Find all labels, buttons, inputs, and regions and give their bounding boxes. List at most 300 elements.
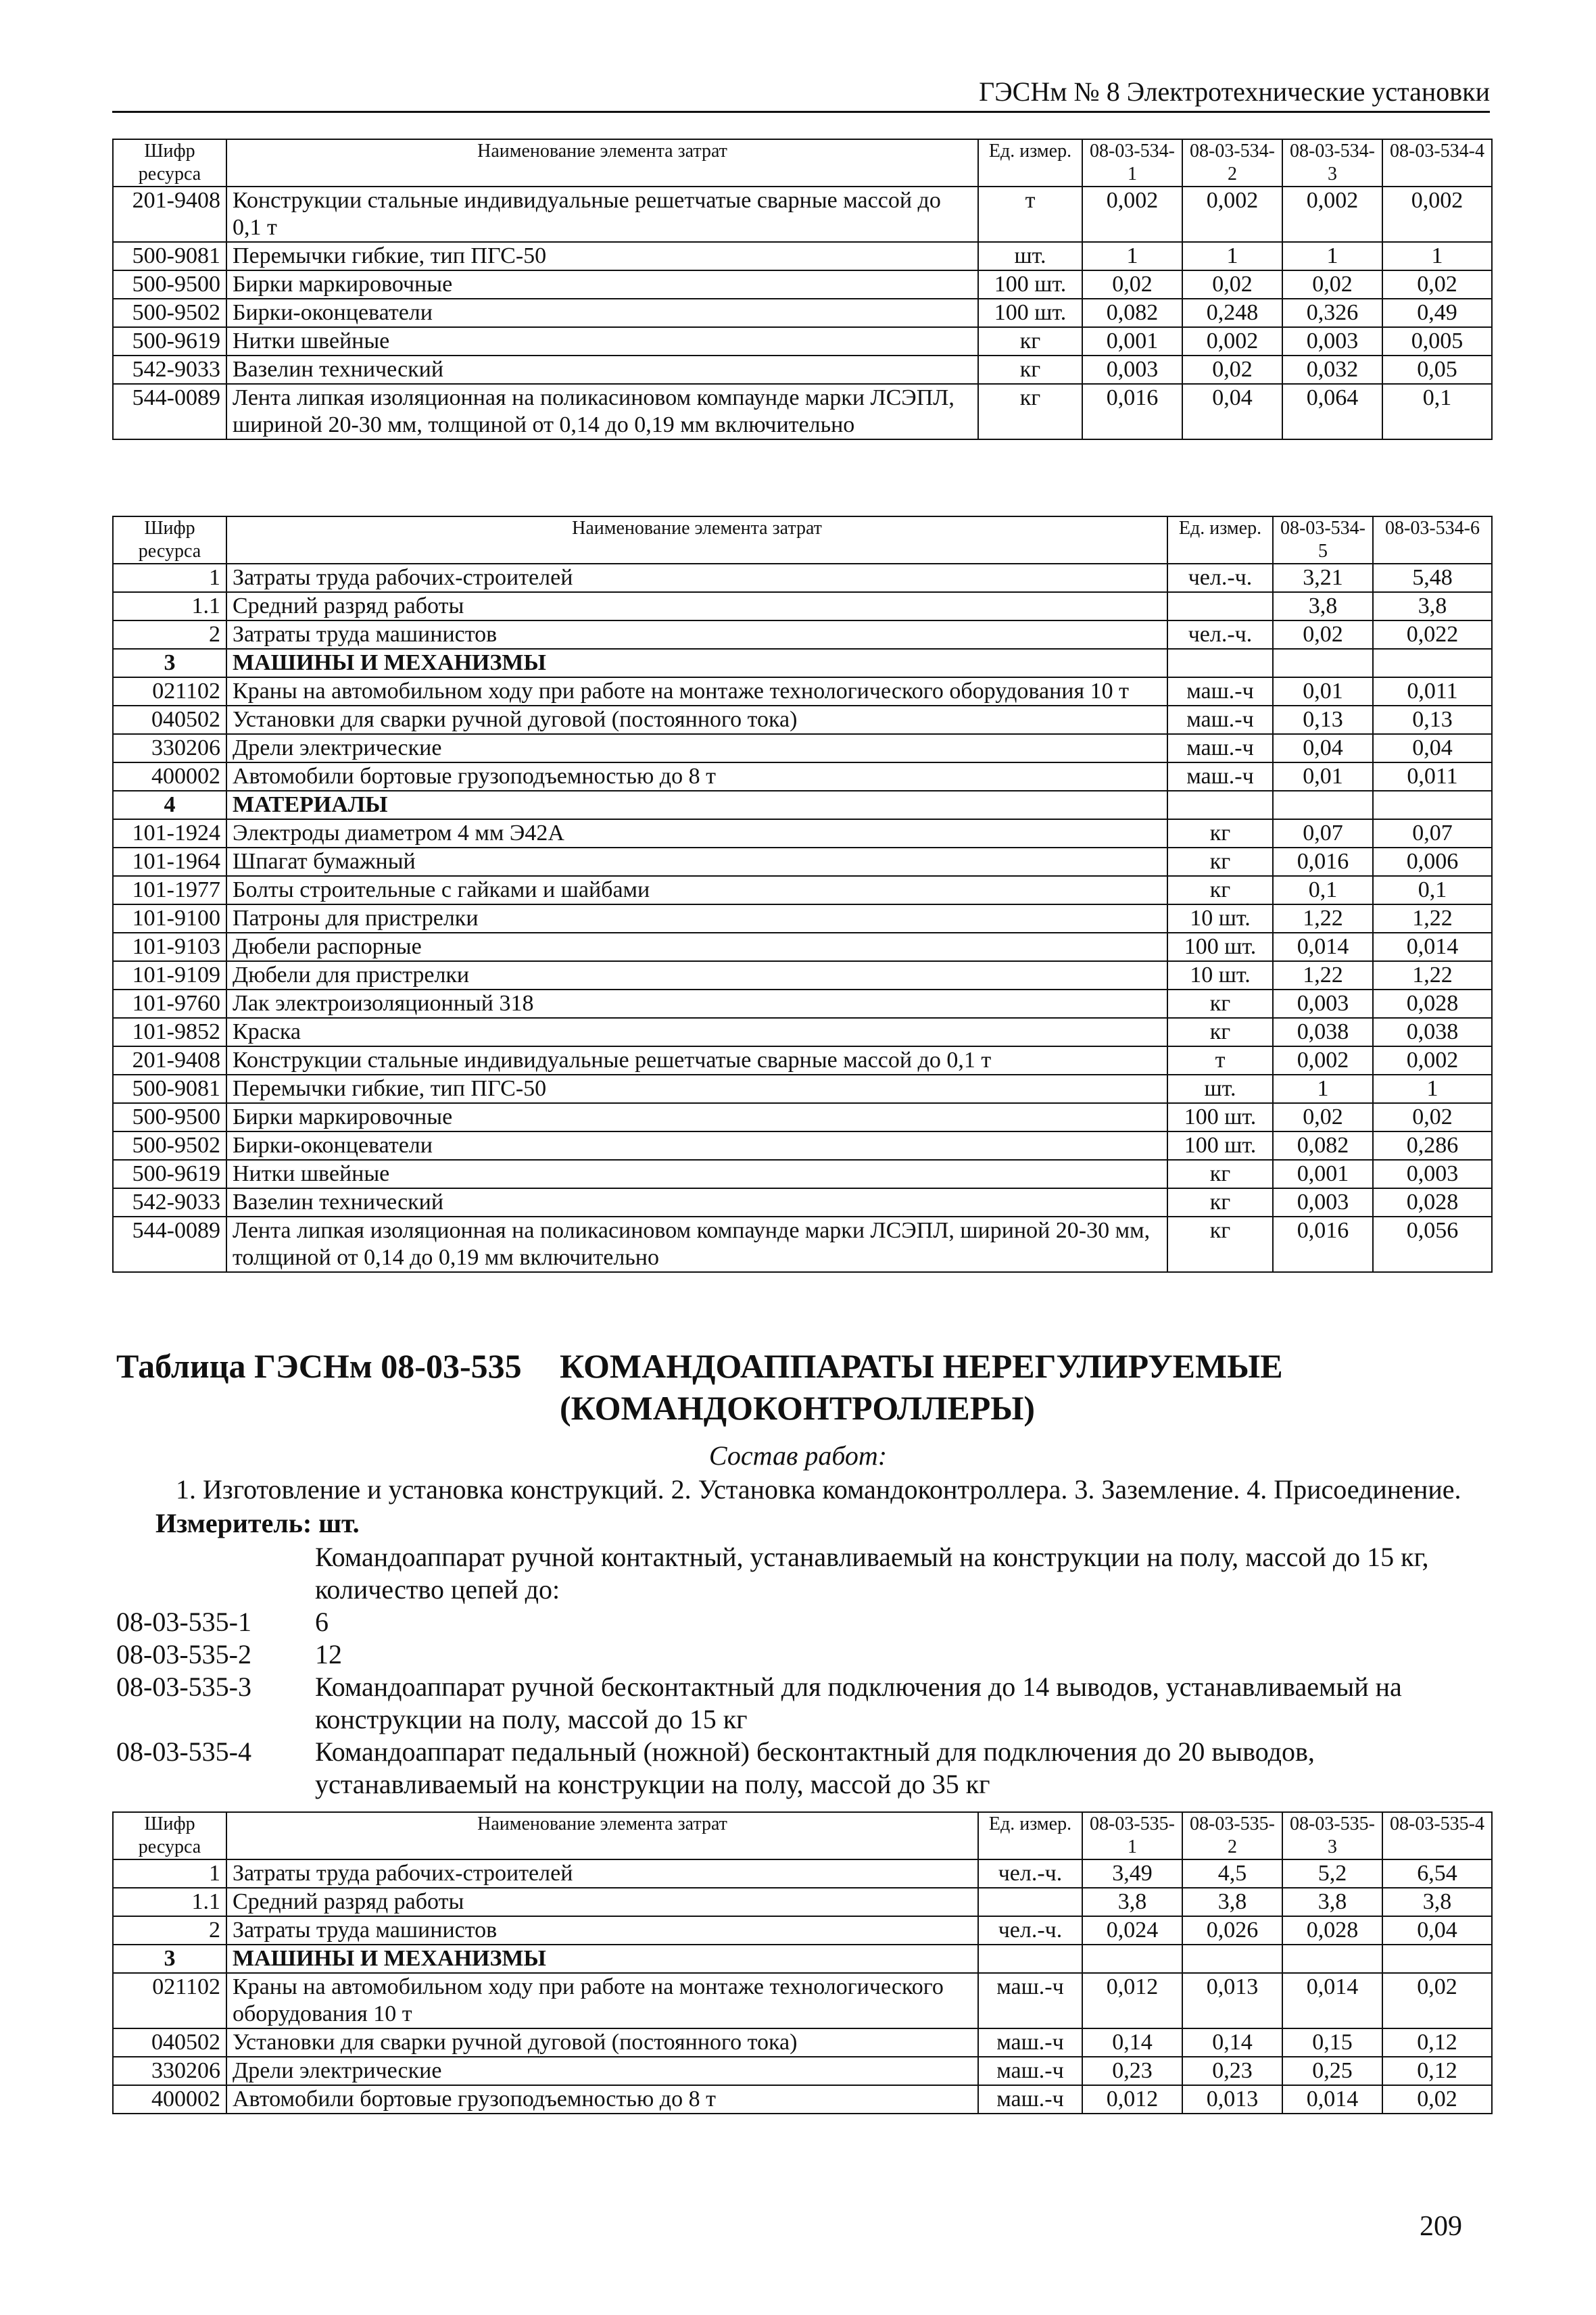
resource-name-cell: Бирки маркировочные	[226, 1103, 1167, 1131]
value-cell: 0,25	[1282, 2057, 1382, 2085]
resource-code-cell: 101-9760	[113, 990, 226, 1018]
table-row	[113, 1075, 1492, 1103]
table-row	[113, 1945, 1492, 1973]
norm-intro: Командоаппарат ручной контактный, устанавливаемый на конструкции на полу, массой до 15 кг, количество цепей до:	[315, 1542, 1429, 1605]
value-cell: 0,014	[1282, 1973, 1382, 2028]
resource-code-cell: 021102	[113, 1973, 226, 2028]
resource-code-cell: 101-9100	[113, 904, 226, 933]
value-cell: 0,011	[1373, 677, 1492, 706]
value-cell: 0,13	[1273, 706, 1373, 734]
unit-cell: чел.-ч.	[1167, 564, 1273, 592]
table-row	[113, 1217, 1492, 1272]
value-cell: 0,05	[1382, 356, 1492, 384]
resource-name-cell: Затраты труда рабочих-строителей	[226, 564, 1167, 592]
column-header: 08-03-534-5	[1273, 516, 1373, 564]
resource-code-cell: 400002	[113, 762, 226, 791]
value-cell: 0,07	[1273, 819, 1373, 848]
norm-item	[116, 1606, 1509, 1638]
value-cell: 1	[1373, 1075, 1492, 1103]
unit-cell: кг	[1167, 990, 1273, 1018]
norm-item	[116, 1638, 1509, 1671]
resource-name-cell: Дрели электрические	[226, 2057, 978, 2085]
value-cell: 0,02	[1182, 356, 1282, 384]
table-row	[113, 706, 1492, 734]
unit-cell: шт.	[1167, 1075, 1273, 1103]
unit-cell: кг	[978, 327, 1082, 356]
works-list: 1. Изготовление и установка конструкций. 2. Установка командоконтроллера. 3. Заземление. 4. Присоединение.	[176, 1474, 1461, 1505]
resource-name-cell: Перемычки гибкие, тип ПГС-50	[226, 242, 978, 270]
norm-code: 08-03-535-3	[116, 1672, 251, 1702]
value-cell: 0,002	[1282, 187, 1382, 242]
unit-cell: 100 шт.	[978, 270, 1082, 299]
value-cell: 0,02	[1273, 1103, 1373, 1131]
norm-desc: 6	[315, 1607, 329, 1637]
unit-cell: чел.-ч.	[978, 1859, 1082, 1888]
resource-name-cell: Краны на автомобильном ходу при работе на монтаже технологического оборудования 10 т	[226, 677, 1167, 706]
table-row	[113, 876, 1492, 904]
resource-code-cell: 1.1	[113, 1888, 226, 1916]
unit-cell: т	[1167, 1046, 1273, 1075]
column-header: Наименование элемента затрат	[226, 516, 1167, 564]
value-cell: 0,002	[1182, 187, 1282, 242]
resource-code-cell: 2	[113, 1916, 226, 1945]
column-header: Ед. измер.	[978, 139, 1082, 187]
table-row	[113, 1973, 1492, 2028]
table-row	[113, 933, 1492, 961]
value-cell: 0,01	[1273, 762, 1373, 791]
table-row	[113, 762, 1492, 791]
table-row	[113, 1160, 1492, 1188]
norm-code: 08-03-535-2	[116, 1639, 251, 1670]
value-cell: 0,026	[1182, 1916, 1282, 1945]
norm-code: 08-03-535-4	[116, 1736, 251, 1767]
unit-cell: маш.-ч	[978, 2057, 1082, 2085]
resource-code-cell: 500-9619	[113, 1160, 226, 1188]
value-cell: 0,024	[1082, 1916, 1182, 1945]
resource-name-cell: Болты строительные с гайками и шайбами	[226, 876, 1167, 904]
value-cell: 0,056	[1373, 1217, 1492, 1272]
value-cell	[1373, 791, 1492, 819]
unit-cell	[1167, 649, 1273, 677]
value-cell: 0,016	[1273, 1217, 1373, 1272]
value-cell: 0,028	[1373, 1188, 1492, 1217]
column-header: 08-03-535-4	[1382, 1812, 1492, 1859]
table-row	[113, 299, 1492, 327]
resource-name-cell: Дрели электрические	[226, 734, 1167, 762]
value-cell: 0,001	[1082, 327, 1182, 356]
value-cell: 0,23	[1082, 2057, 1182, 2085]
norm-desc: Командоаппарат ручной бесконтактный для подключения до 14 выводов, устанавливаемый на конструкции на полу, массой до 15 кг	[315, 1672, 1402, 1734]
value-cell: 1	[1082, 242, 1182, 270]
table-row	[113, 1888, 1492, 1916]
resource-table-534-1-4	[112, 139, 1493, 440]
resource-code-cell: 542-9033	[113, 356, 226, 384]
value-cell: 0,022	[1373, 620, 1492, 649]
resource-name-cell: МАТЕРИАЛЫ	[226, 791, 1167, 819]
norm-items	[116, 1541, 1509, 1801]
column-header: 08-03-534-2	[1182, 139, 1282, 187]
column-header: 08-03-534-1	[1082, 139, 1182, 187]
value-cell	[1273, 649, 1373, 677]
column-header: 08-03-535-3	[1282, 1812, 1382, 1859]
value-cell: 0,326	[1282, 299, 1382, 327]
value-cell: 0,013	[1182, 2085, 1282, 2114]
unit-cell: т	[978, 187, 1082, 242]
column-header: Ед. измер.	[1167, 516, 1273, 564]
unit-cell: маш.-ч	[1167, 734, 1273, 762]
value-cell: 0,016	[1273, 848, 1373, 876]
value-cell: 0,248	[1182, 299, 1282, 327]
value-cell: 0,038	[1273, 1018, 1373, 1046]
resource-code-cell: 500-9500	[113, 270, 226, 299]
resource-code-cell: 544-0089	[113, 384, 226, 439]
value-cell: 1,22	[1373, 961, 1492, 990]
value-cell: 6,54	[1382, 1859, 1492, 1888]
table-body	[113, 564, 1492, 1272]
unit-cell: чел.-ч.	[978, 1916, 1082, 1945]
column-header: Шифр ресурса	[113, 1812, 226, 1859]
value-cell: 0,003	[1282, 327, 1382, 356]
resource-name-cell: МАШИНЫ И МЕХАНИЗМЫ	[226, 649, 1167, 677]
value-cell	[1382, 1945, 1492, 1973]
resource-code-cell: 3	[113, 1945, 226, 1973]
value-cell: 5,48	[1373, 564, 1492, 592]
table-row	[113, 677, 1492, 706]
unit-cell: 10 шт.	[1167, 961, 1273, 990]
unit-cell	[978, 1888, 1082, 1916]
table-row	[113, 1131, 1492, 1160]
table-row	[113, 791, 1492, 819]
value-cell: 0,016	[1082, 384, 1182, 439]
table-row	[113, 1046, 1492, 1075]
value-cell: 0,014	[1273, 933, 1373, 961]
table-row	[113, 1859, 1492, 1888]
unit-cell: кг	[978, 356, 1082, 384]
unit-cell: маш.-ч	[978, 2028, 1082, 2057]
value-cell: 0,013	[1182, 1973, 1282, 2028]
resource-name-cell: Шпагат бумажный	[226, 848, 1167, 876]
value-cell: 0,01	[1273, 677, 1373, 706]
column-header: Шифр ресурса	[113, 139, 226, 187]
resource-name-cell: Бирки маркировочные	[226, 270, 978, 299]
value-cell: 3,49	[1082, 1859, 1182, 1888]
table-row	[113, 1188, 1492, 1217]
table-header-row	[113, 1812, 1492, 1859]
unit-cell: 10 шт.	[1167, 904, 1273, 933]
resource-code-cell: 1	[113, 564, 226, 592]
resource-name-cell: Средний разряд работы	[226, 1888, 978, 1916]
table-row	[113, 734, 1492, 762]
resource-name-cell: Автомобили бортовые грузоподъемностью до 8 т	[226, 2085, 978, 2114]
value-cell: 0,032	[1282, 356, 1382, 384]
resource-name-cell: МАШИНЫ И МЕХАНИЗМЫ	[226, 1945, 978, 1973]
value-cell: 0,064	[1282, 384, 1382, 439]
value-cell: 0,003	[1273, 1188, 1373, 1217]
unit-cell: кг	[1167, 1160, 1273, 1188]
value-cell: 0,001	[1273, 1160, 1373, 1188]
value-cell	[1282, 1945, 1382, 1973]
table-row	[113, 1916, 1492, 1945]
resource-name-cell: Установки для сварки ручной дуговой (постоянного тока)	[226, 706, 1167, 734]
value-cell: 0,02	[1182, 270, 1282, 299]
resource-name-cell: Патроны для пристрелки	[226, 904, 1167, 933]
value-cell: 0,02	[1382, 2085, 1492, 2114]
value-cell	[1273, 791, 1373, 819]
resource-name-cell: Вазелин технический	[226, 1188, 1167, 1217]
column-header: 08-03-535-1	[1082, 1812, 1182, 1859]
page-number: 209	[1420, 2211, 1462, 2242]
resource-code-cell: 1	[113, 1859, 226, 1888]
page-header: ГЭСНм № 8 Электротехнические установки	[112, 76, 1490, 113]
value-cell: 0,028	[1373, 990, 1492, 1018]
value-cell: 0,02	[1382, 1973, 1492, 2028]
value-cell: 3,8	[1373, 592, 1492, 620]
resource-table-535	[112, 1811, 1493, 2114]
column-header: 08-03-534-3	[1282, 139, 1382, 187]
table-body	[113, 187, 1492, 439]
value-cell: 0,07	[1373, 819, 1492, 848]
column-header: 08-03-535-2	[1182, 1812, 1282, 1859]
table-row	[113, 990, 1492, 1018]
value-cell: 3,8	[1082, 1888, 1182, 1916]
value-cell: 0,1	[1373, 876, 1492, 904]
unit-cell: кг	[978, 384, 1082, 439]
resource-code-cell: 500-9500	[113, 1103, 226, 1131]
value-cell: 0,04	[1373, 734, 1492, 762]
resource-code-cell: 542-9033	[113, 1188, 226, 1217]
resource-code-cell: 500-9081	[113, 242, 226, 270]
column-header: Шифр ресурса	[113, 516, 226, 564]
value-cell: 1	[1273, 1075, 1373, 1103]
unit-cell: маш.-ч	[1167, 677, 1273, 706]
resource-name-cell: Краны на автомобильном ходу при работе на монтаже технологического оборудования 10 т	[226, 1973, 978, 2028]
value-cell: 3,21	[1273, 564, 1373, 592]
norm-item	[116, 1671, 1509, 1736]
resource-code-cell: 330206	[113, 2057, 226, 2085]
resource-name-cell: Нитки швейные	[226, 327, 978, 356]
unit-cell: кг	[1167, 1188, 1273, 1217]
unit-cell: кг	[1167, 1018, 1273, 1046]
unit-cell: кг	[1167, 1217, 1273, 1272]
value-cell	[1082, 1945, 1182, 1973]
unit-cell: маш.-ч	[1167, 762, 1273, 791]
resource-name-cell: Краска	[226, 1018, 1167, 1046]
value-cell: 0,286	[1373, 1131, 1492, 1160]
value-cell: 0,002	[1382, 187, 1492, 242]
resource-code-cell: 040502	[113, 2028, 226, 2057]
resource-code-cell: 400002	[113, 2085, 226, 2114]
resource-code-cell: 021102	[113, 677, 226, 706]
value-cell: 0,002	[1373, 1046, 1492, 1075]
meter-label: Измеритель: шт.	[155, 1508, 360, 1538]
value-cell: 0,082	[1082, 299, 1182, 327]
table-row	[113, 356, 1492, 384]
value-cell: 0,003	[1373, 1160, 1492, 1188]
resource-name-cell: Затраты труда рабочих-строителей	[226, 1859, 978, 1888]
resource-name-cell: Установки для сварки ручной дуговой (постоянного тока)	[226, 2028, 978, 2057]
resource-code-cell: 101-1977	[113, 876, 226, 904]
value-cell: 0,006	[1373, 848, 1492, 876]
value-cell: 0,04	[1273, 734, 1373, 762]
column-header: Наименование элемента затрат	[226, 139, 978, 187]
resource-name-cell: Бирки-оконцеватели	[226, 299, 978, 327]
resource-code-cell: 500-9502	[113, 1131, 226, 1160]
unit-cell: 100 шт.	[1167, 933, 1273, 961]
resource-code-cell: 4	[113, 791, 226, 819]
value-cell: 0,012	[1082, 2085, 1182, 2114]
value-cell: 1	[1282, 242, 1382, 270]
table-row	[113, 1018, 1492, 1046]
resource-code-cell: 101-9852	[113, 1018, 226, 1046]
resource-code-cell: 101-9103	[113, 933, 226, 961]
resource-code-cell: 101-1924	[113, 819, 226, 848]
value-cell: 0,014	[1373, 933, 1492, 961]
unit-cell: 100 шт.	[1167, 1131, 1273, 1160]
value-cell: 0,002	[1273, 1046, 1373, 1075]
table-row	[113, 1103, 1492, 1131]
value-cell: 0,02	[1282, 270, 1382, 299]
value-cell: 3,8	[1182, 1888, 1282, 1916]
table-label: Таблица ГЭСНм 08-03-535	[116, 1347, 522, 1385]
resource-code-cell: 101-9109	[113, 961, 226, 990]
value-cell: 0,028	[1282, 1916, 1382, 1945]
unit-cell: маш.-ч	[978, 1973, 1082, 2028]
resource-name-cell: Перемычки гибкие, тип ПГС-50	[226, 1075, 1167, 1103]
value-cell: 0,12	[1382, 2057, 1492, 2085]
composition-label: Состав работ:	[708, 1440, 888, 1471]
value-cell: 1,22	[1373, 904, 1492, 933]
value-cell: 0,003	[1082, 356, 1182, 384]
value-cell: 0,014	[1282, 2085, 1382, 2114]
value-cell: 1,22	[1273, 904, 1373, 933]
resource-code-cell: 040502	[113, 706, 226, 734]
norm-desc: Командоаппарат педальный (ножной) бесконтактный для подключения до 20 выводов, устанавливаемый на конструкции на полу, массой до 35 кг	[315, 1736, 1315, 1799]
table-header-row	[113, 139, 1492, 187]
unit-cell: шт.	[978, 242, 1082, 270]
table-row	[113, 270, 1492, 299]
table-row	[113, 649, 1492, 677]
value-cell: 0,14	[1182, 2028, 1282, 2057]
resource-code-cell: 1.1	[113, 592, 226, 620]
value-cell: 0,12	[1382, 2028, 1492, 2057]
value-cell: 3,8	[1382, 1888, 1492, 1916]
resource-code-cell: 101-1964	[113, 848, 226, 876]
table-body	[113, 1859, 1492, 2114]
norm-code: 08-03-535-1	[116, 1607, 251, 1637]
value-cell: 0,02	[1382, 270, 1492, 299]
table-row	[113, 2085, 1492, 2114]
value-cell: 0,02	[1082, 270, 1182, 299]
value-cell: 0,15	[1282, 2028, 1382, 2057]
value-cell: 0,002	[1182, 327, 1282, 356]
table-row	[113, 2057, 1492, 2085]
resource-code-cell: 2	[113, 620, 226, 649]
resource-name-cell: Лак электроизоляционный 318	[226, 990, 1167, 1018]
resource-code-cell: 201-9408	[113, 1046, 226, 1075]
value-cell: 0,23	[1182, 2057, 1282, 2085]
value-cell: 3,8	[1273, 592, 1373, 620]
value-cell: 4,5	[1182, 1859, 1282, 1888]
unit-cell	[1167, 592, 1273, 620]
norm-item	[116, 1736, 1509, 1801]
value-cell: 0,003	[1273, 990, 1373, 1018]
resource-code-cell: 544-0089	[113, 1217, 226, 1272]
value-cell: 0,082	[1273, 1131, 1373, 1160]
resource-code-cell: 3	[113, 649, 226, 677]
unit-cell: кг	[1167, 819, 1273, 848]
value-cell: 0,1	[1382, 384, 1492, 439]
resource-name-cell: Автомобили бортовые грузоподъемностью до 8 т	[226, 762, 1167, 791]
value-cell: 0,011	[1373, 762, 1492, 791]
norm-desc: 12	[315, 1639, 342, 1670]
value-cell: 0,04	[1182, 384, 1282, 439]
value-cell: 0,14	[1082, 2028, 1182, 2057]
resource-name-cell: Нитки швейные	[226, 1160, 1167, 1188]
unit-cell: 100 шт.	[1167, 1103, 1273, 1131]
value-cell: 0,04	[1382, 1916, 1492, 1945]
resource-name-cell: Электроды диаметром 4 мм Э42А	[226, 819, 1167, 848]
table-row	[113, 384, 1492, 439]
column-header: Ед. измер.	[978, 1812, 1082, 1859]
resource-code-cell: 500-9619	[113, 327, 226, 356]
resource-code-cell: 330206	[113, 734, 226, 762]
table-row	[113, 564, 1492, 592]
resource-code-cell: 201-9408	[113, 187, 226, 242]
resource-name-cell: Вазелин технический	[226, 356, 978, 384]
column-header: 08-03-534-4	[1382, 139, 1492, 187]
column-header: Наименование элемента затрат	[226, 1812, 978, 1859]
value-cell: 5,2	[1282, 1859, 1382, 1888]
unit-cell	[978, 1945, 1082, 1973]
unit-cell: 100 шт.	[978, 299, 1082, 327]
resource-name-cell: Лента липкая изоляционная на поликасиновом компаунде марки ЛСЭПЛ, шириной 20-30 мм, толщиной от 0,14 до 0,19 мм включительно	[226, 1217, 1167, 1272]
value-cell: 1	[1182, 242, 1282, 270]
unit-cell: маш.-ч	[978, 2085, 1082, 2114]
resource-name-cell: Затраты труда машинистов	[226, 1916, 978, 1945]
resource-code-cell: 500-9502	[113, 299, 226, 327]
table-row	[113, 904, 1492, 933]
unit-cell: кг	[1167, 848, 1273, 876]
resource-name-cell: Бирки-оконцеватели	[226, 1131, 1167, 1160]
resource-code-cell: 500-9081	[113, 1075, 226, 1103]
value-cell: 0,012	[1082, 1973, 1182, 2028]
value-cell: 0,002	[1082, 187, 1182, 242]
value-cell: 0,02	[1373, 1103, 1492, 1131]
unit-cell	[1167, 791, 1273, 819]
value-cell: 0,49	[1382, 299, 1492, 327]
resource-name-cell: Средний разряд работы	[226, 592, 1167, 620]
value-cell: 0,1	[1273, 876, 1373, 904]
resource-name-cell: Дюбели для пристрелки	[226, 961, 1167, 990]
table-row	[113, 242, 1492, 270]
resource-name-cell: Конструкции стальные индивидуальные решетчатые сварные массой до 0,1 т	[226, 1046, 1167, 1075]
value-cell: 0,02	[1273, 620, 1373, 649]
resource-name-cell: Затраты труда машинистов	[226, 620, 1167, 649]
column-header: 08-03-534-6	[1373, 516, 1492, 564]
resource-name-cell: Конструкции стальные индивидуальные решетчатые сварные массой до 0,1 т	[226, 187, 978, 242]
value-cell	[1373, 649, 1492, 677]
resource-name-cell: Лента липкая изоляционная на поликасиновом компаунде марки ЛСЭПЛ, шириной 20-30 мм, толщиной от 0,14 до 0,19 мм включительно	[226, 384, 978, 439]
table-title: КОМАНДОАППАРАТЫ НЕРЕГУЛИРУЕМЫЕ (КОМАНДОКОНТРОЛЛЕРЫ)	[560, 1347, 1283, 1427]
value-cell: 1	[1382, 242, 1492, 270]
table-row	[113, 848, 1492, 876]
table-row	[113, 187, 1492, 242]
table-row	[113, 620, 1492, 649]
table-row	[113, 961, 1492, 990]
table-row	[113, 2028, 1492, 2057]
resource-name-cell: Дюбели распорные	[226, 933, 1167, 961]
unit-cell: чел.-ч.	[1167, 620, 1273, 649]
